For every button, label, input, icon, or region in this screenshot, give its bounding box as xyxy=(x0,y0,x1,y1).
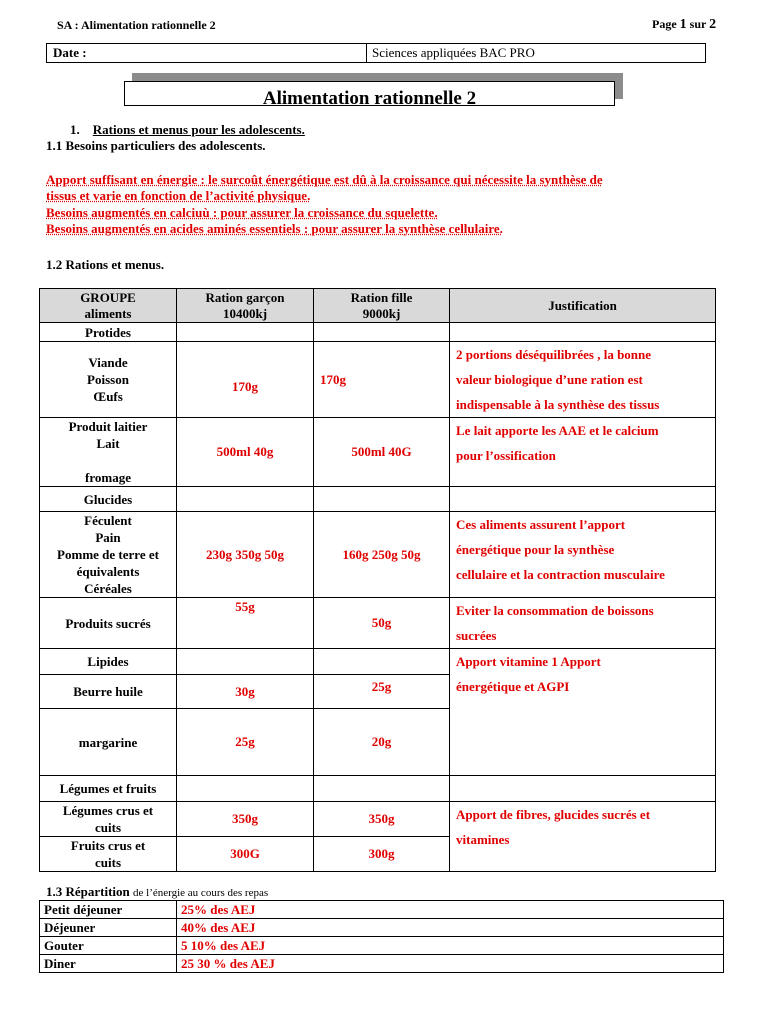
meal-value: 25 30 % des AEJ xyxy=(177,955,724,973)
feculent-boy-value: 230g 350g 50g xyxy=(177,512,314,598)
viande-boy-value: 170g xyxy=(177,342,314,418)
food-fruits: Fruits crus et cuits xyxy=(40,837,177,872)
food-laitier: Produit laitier Lait fromage xyxy=(40,418,177,487)
food-beurre: Beurre huile xyxy=(40,675,177,709)
section-1-number: 1. xyxy=(70,122,80,137)
table-header-row xyxy=(40,289,716,323)
lait-girl-value: 500ml 40G xyxy=(314,418,450,487)
justif-5: Apport vitamine 1 Apport énergétique et AGPI xyxy=(450,649,716,776)
food-sucres: Produits sucrés xyxy=(40,598,177,649)
rations-table xyxy=(39,288,716,872)
need-line-3: Besoins augmentés en calciuù : pour assurer la croissance du squelette. xyxy=(46,205,438,220)
date-label: Date : xyxy=(47,44,367,62)
page-total: 2 xyxy=(709,17,717,32)
section-1-label: Rations et menus pour les adolescents. xyxy=(92,122,305,137)
group-legumes-fruits: Légumes et fruits xyxy=(40,776,177,802)
feculent-girl-value: 160g 250g 50g xyxy=(314,512,450,598)
need-line-2: tissus et varie en fonction de l’activité physique. xyxy=(46,188,311,203)
header-boy: Ration garçon 10400kj xyxy=(177,289,314,323)
section-1-3-heading xyxy=(46,884,268,900)
meal-label: Gouter xyxy=(40,937,177,955)
sucres-boy-value: 55g xyxy=(177,598,314,649)
table-row xyxy=(40,342,716,418)
food-feculent: Féculent Pain Pomme de terre et équivalents Céréales xyxy=(40,512,177,598)
date-box xyxy=(46,43,706,63)
section-1-3-subtitle: de l’énergie au cours des repas xyxy=(133,887,269,899)
header-justification: Justification xyxy=(450,289,716,323)
header-group: GROUPE aliments xyxy=(40,289,177,323)
group-glucides: Glucides xyxy=(40,487,177,512)
meal-label: Déjeuner xyxy=(40,919,177,937)
food-legumes: Légumes crus et cuits xyxy=(40,802,177,837)
header-girl: Ration fille 9000kj xyxy=(314,289,450,323)
page-sep: sur xyxy=(689,17,707,31)
need-line-4: Besoins augmentés en acides aminés essentiels : pour assurer la synthèse cellulaire. xyxy=(46,221,503,236)
food-viande: Viande Poisson Œufs xyxy=(40,342,177,418)
justif-4: Eviter la consommation de boissons sucrées xyxy=(450,598,716,649)
need-line-1: Apport suffisant en énergie : le surcoût énergétique est dû à la croissance qui nécessite la synthèse de xyxy=(46,172,603,187)
table-row xyxy=(40,512,716,598)
table-row xyxy=(40,418,716,487)
justif-2: Le lait apporte les AAE et le calcium pour l’ossification xyxy=(450,418,716,487)
meal-value: 25% des AEJ xyxy=(177,901,724,919)
lait-boy-value: 500ml 40g xyxy=(177,418,314,487)
justif-1: 2 portions déséquilibrées , la bonne valeur biologique d’une ration est indispensable à la synthèse des tissus xyxy=(450,342,716,418)
table-row xyxy=(40,802,716,837)
page-indicator xyxy=(652,17,716,33)
page-title: Alimentation rationnelle 2 xyxy=(262,88,477,106)
beurre-girl-value: 25g xyxy=(314,675,450,709)
fruits-boy-value: 300G xyxy=(177,837,314,872)
viande-girl-value: 170g xyxy=(314,342,450,418)
table-row xyxy=(40,776,716,802)
doc-header-left: SA : Alimentation rationnelle 2 xyxy=(57,18,216,32)
repartition-table xyxy=(39,900,724,973)
table-row xyxy=(40,919,724,937)
meal-value: 5 10% des AEJ xyxy=(177,937,724,955)
meal-label: Diner xyxy=(40,955,177,973)
margarine-girl-value: 20g xyxy=(314,709,450,776)
table-row xyxy=(40,487,716,512)
section-1-2-heading: 1.2 Rations et menus. xyxy=(46,257,165,272)
table-row xyxy=(40,598,716,649)
section-1-heading xyxy=(70,122,305,138)
table-row xyxy=(40,901,724,919)
section-1-1-heading: 1.1 Besoins particuliers des adolescents. xyxy=(46,138,266,153)
page-number: 1 xyxy=(679,17,687,32)
margarine-boy-value: 25g xyxy=(177,709,314,776)
legumes-boy-value: 350g xyxy=(177,802,314,837)
table-row xyxy=(40,937,724,955)
group-protides: Protides xyxy=(40,323,177,342)
title-box xyxy=(124,81,615,106)
fruits-girl-value: 300g xyxy=(314,837,450,872)
justif-3: Ces aliments assurent l’apport énergétique pour la synthèse cellulaire et la contraction musculaire xyxy=(450,512,716,598)
table-row xyxy=(40,649,716,675)
justif-6: Apport de fibres, glucides sucrés et vitamines xyxy=(450,802,716,872)
meal-value: 40% des AEJ xyxy=(177,919,724,937)
sucres-girl-value: 50g xyxy=(314,598,450,649)
beurre-boy-value: 30g xyxy=(177,675,314,709)
subject-label: Sciences appliquées BAC PRO xyxy=(372,45,535,60)
group-lipides: Lipides xyxy=(40,649,177,675)
table-row xyxy=(40,323,716,342)
meal-label: Petit déjeuner xyxy=(40,901,177,919)
legumes-girl-value: 350g xyxy=(314,802,450,837)
table-row xyxy=(40,955,724,973)
food-margarine: margarine xyxy=(40,709,177,776)
page-label: Page xyxy=(652,17,677,31)
section-1-3-title: 1.3 Répartition xyxy=(46,884,130,899)
